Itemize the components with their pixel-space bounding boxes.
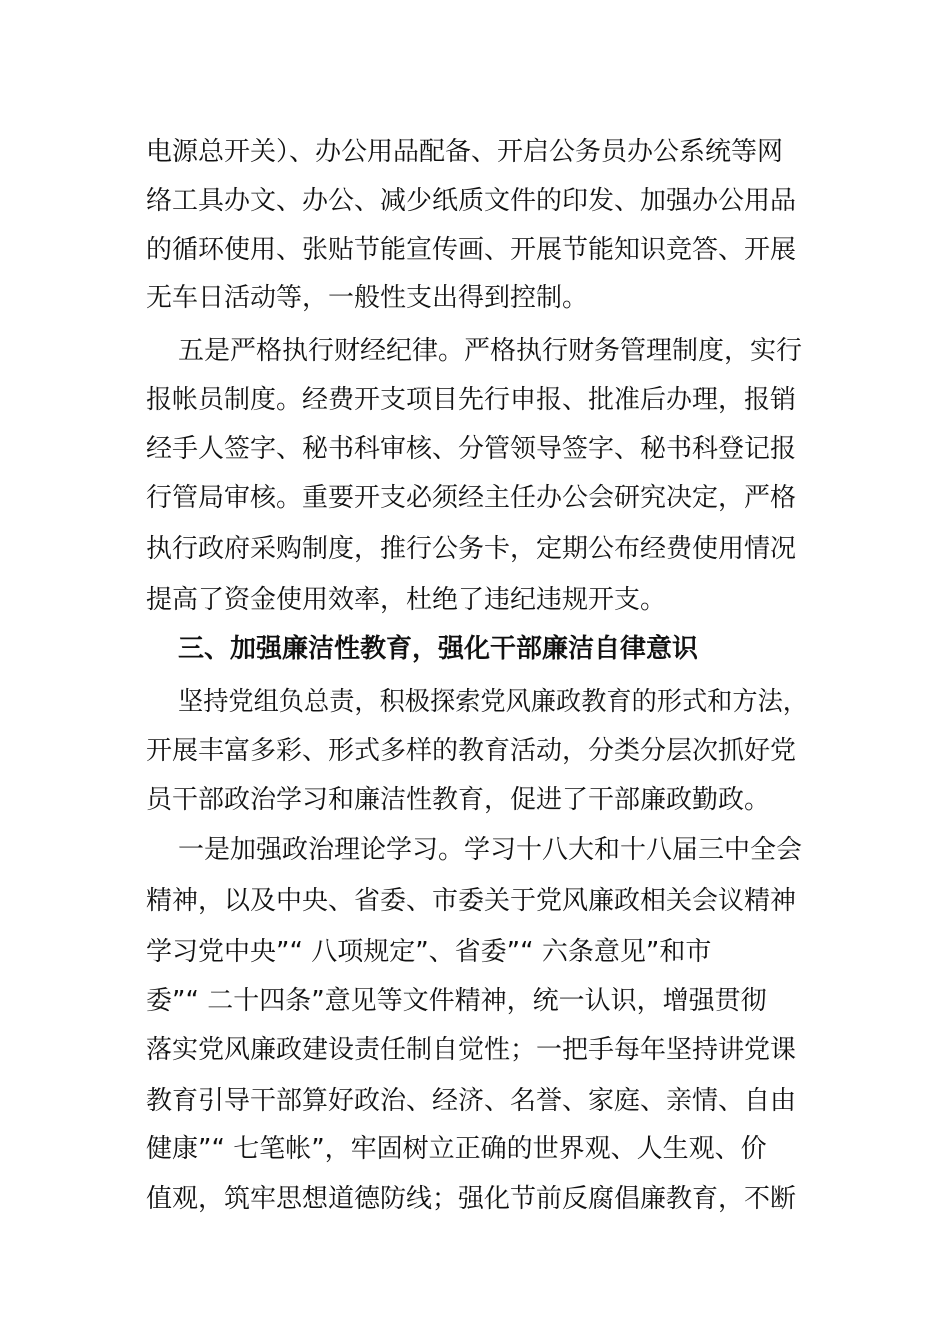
text-line-20: 教育引导干部算好政治、经济、名誉、家庭、亲情、自由: [146, 1086, 797, 1116]
text-line-16: 精神，以及中央、省委、市委关于党风廉政相关会议精神: [146, 886, 797, 916]
text-line-2: 络工具办文、办公、减少纸质文件的印发、加强办公用品: [146, 186, 797, 216]
text-line-7: 经手人签字、秘书科审核、分管领导签字、秘书科登记报: [146, 434, 797, 464]
text-line-19: 落实党风廉政建设责任制自觉性；一把手每年坚持讲党课: [146, 1035, 797, 1065]
text-line-1: 电源总开关）、办公用品配备、开启公务员办公系统等网: [146, 137, 784, 167]
text-line-13: 开展丰富多彩、形式多样的教育活动，分类分层次抓好党: [146, 736, 797, 766]
text-line-21: 健康”“ 七笔帐”，牢固树立正确的世界观、人生观、价: [146, 1134, 767, 1164]
text-line-4: 无车日活动等，一般性支出得到控制。: [146, 283, 589, 313]
paragraph-first-line: 坚持党组负总责，积极探索党风廉政教育的形式和方法，: [178, 687, 808, 717]
text-line-14: 员干部政治学习和廉洁性教育，促进了干部廉政勤政。: [146, 785, 771, 815]
text-line-8: 行管局审核。重要开支必须经主任办公会研究决定，严格: [146, 483, 797, 513]
section-heading: 三、加强廉洁性教育，强化干部廉洁自律意识: [178, 634, 699, 664]
paragraph-first-line: 五是严格执行财经纪律。严格执行财务管理制度，实行: [178, 336, 803, 366]
text-line-10: 提高了资金使用效率，杜绝了违纪违规开支。: [146, 585, 667, 615]
text-line-3: 的循环使用、张贴节能宣传画、开展节能知识竞答、开展: [146, 235, 797, 265]
text-line-6: 报帐员制度。经费开支项目先行申报、批准后办理，报销: [146, 385, 797, 415]
text-line-17: 学习党中央”“ 八项规定”、省委”“ 六条意见”和市: [146, 937, 712, 967]
paragraph-first-line: 一是加强政治理论学习。学习十八大和十八届三中全会: [178, 835, 803, 865]
text-line-22: 值观，筑牢思想道德防线；强化节前反腐倡廉教育，不断: [146, 1184, 797, 1214]
text-line-9: 执行政府采购制度，推行公务卡，定期公布经费使用情况: [146, 534, 797, 564]
text-line-18: 委”“ 二十四条”意见等文件精神，统一认识，增强贯彻: [146, 986, 767, 1016]
